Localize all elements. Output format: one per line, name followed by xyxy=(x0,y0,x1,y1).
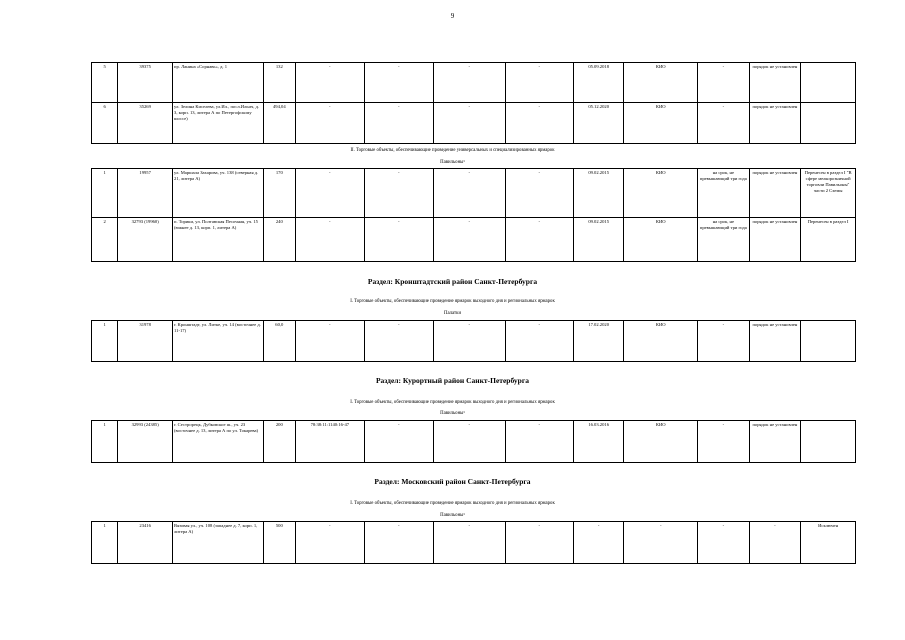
table-cell: - xyxy=(698,522,750,564)
table-cell: 19957 xyxy=(118,169,173,218)
table-cell: - xyxy=(433,321,505,362)
table-cell: 494,04 xyxy=(263,103,296,144)
table-cell: 6 xyxy=(92,103,118,144)
table-cell: 31978 xyxy=(118,321,173,362)
table-cell: Перенесен в раздел I xyxy=(801,218,856,262)
table-cell: 35269 xyxy=(118,103,173,144)
table-cell: КИО xyxy=(624,169,698,218)
table-cell: 78:38:11:1140:16-47 xyxy=(296,421,364,463)
table-cell: - xyxy=(296,63,364,103)
table-cell: 23416 xyxy=(118,522,173,564)
table-cell: - xyxy=(364,218,433,262)
table-cell: на срок, не превышающий три года xyxy=(698,218,750,262)
table-cell: пр. Ланина «Сорнавь», д. 1 xyxy=(173,63,264,103)
table-cell: на срок, не превышающий три года xyxy=(698,169,750,218)
table-cell: - xyxy=(624,522,698,564)
table-cell: - xyxy=(433,103,505,144)
table-cell: КИО xyxy=(624,421,698,463)
page-number: 9 xyxy=(450,12,455,20)
table-cell: - xyxy=(505,169,573,218)
table-cell: 1 xyxy=(92,321,118,362)
table-moskovsky xyxy=(91,521,856,564)
caption-fairs: II. Торговые объекты, обеспечивающие проведение универсальных и специализированных ярмарок xyxy=(350,148,555,153)
table-cell: - xyxy=(505,218,573,262)
caption-pavilions-kurortny: Павильоны¹ xyxy=(440,411,465,416)
table-cell: 60,0 xyxy=(263,321,296,362)
table-cell: КИО xyxy=(624,103,698,144)
section-title-moskovsky: Раздел: Московский район Санкт-Петербурга xyxy=(374,477,531,486)
table-cell: - xyxy=(433,169,505,218)
table-cell: 09.02.2015 xyxy=(573,169,624,218)
table-cell: 39375 xyxy=(118,63,173,103)
table-cell: - xyxy=(364,103,433,144)
table-kronshtadt xyxy=(91,320,856,362)
table-cell: - xyxy=(698,63,750,103)
table-cell: - xyxy=(433,421,505,463)
table-cell: - xyxy=(505,63,573,103)
table-cell xyxy=(801,103,856,144)
table-cell: г. Кронштадт, ул. Литке, уч. 14 (восточнее д. 11-17) xyxy=(173,321,264,362)
table-cell: 500 xyxy=(263,522,296,564)
caption-pavilions: Павильоны¹ xyxy=(440,160,465,165)
table-cell: 132 xyxy=(263,63,296,103)
table-cell: ул. Зелина Киселева, ул.Ил., посл.Ильич, д. 3, корп. 13, литера А по Петергофскому шоссе) xyxy=(173,103,264,144)
table-cell: - xyxy=(296,321,364,362)
table-cell: Вязовая ул., уч. 108 (западнее д. 7, корп. 1, литера А) xyxy=(173,522,264,564)
table-cell: 05.09.2018 xyxy=(573,63,624,103)
caption-fairs-kronshtadt: I. Торговые объекты, обеспечивающие проведение ярмарок выходного дня и региональных ярмарок xyxy=(350,299,555,304)
table-cell: 1 xyxy=(92,169,118,218)
table-cell: - xyxy=(296,522,364,564)
caption-pavilions-moskovsky: Павильоны¹ xyxy=(440,513,465,518)
table-cell: - xyxy=(364,421,433,463)
table-cell: г. Сестрорецк, Дубковское ш., уч. 23 (восточнее д. 13, литера А по ул. Токарева) xyxy=(173,421,264,463)
table-kurortny xyxy=(91,420,856,463)
table-row xyxy=(92,522,856,564)
table-cell: - xyxy=(698,321,750,362)
table-cell: 05.12.2020 xyxy=(573,103,624,144)
caption-fairs-kurortny: I. Торговые объекты, обеспечивающие проведение ярмарок выходного дня и региональных ярмарок xyxy=(350,400,555,405)
table-cell: - xyxy=(573,522,624,564)
table-cell: 1 xyxy=(92,421,118,463)
table-row xyxy=(92,103,856,144)
table-cell: ул. Маршала Захарова, уч. 138 (северная д. 21, литера А) xyxy=(173,169,264,218)
table-cell: порядок не установлен xyxy=(749,321,801,362)
caption-fairs-moskovsky: I. Торговые объекты, обеспечивающие проведение ярмарок выходного дня и региональных ярмарок xyxy=(350,501,555,506)
table-cell: - xyxy=(364,63,433,103)
section-title-kurortny: Раздел: Курортный район Санкт-Петербурга xyxy=(375,376,530,385)
table-cell: порядок не установлен xyxy=(749,103,801,144)
table-cell: - xyxy=(364,169,433,218)
table-cell: - xyxy=(296,218,364,262)
table-cell: 2 xyxy=(92,218,118,262)
table-cell: - xyxy=(505,421,573,463)
table-cell: - xyxy=(364,522,433,564)
table-cell: порядок не установлен xyxy=(749,421,801,463)
table-cell: - xyxy=(296,169,364,218)
table-cell: 09.02.2015 xyxy=(573,218,624,262)
table-cell: 170 xyxy=(263,169,296,218)
table-row xyxy=(92,218,856,262)
table-cell: 240 xyxy=(263,218,296,262)
table-cell xyxy=(801,421,856,463)
table-cell: порядок не установлен xyxy=(749,169,801,218)
table-cell: порядок не установлен xyxy=(749,63,801,103)
table-cell: КИО xyxy=(624,321,698,362)
table-cell: п. Торики, ул. Полтавская Песочная, уч. 15 (южнее д. 13, корп. 1, литера А) xyxy=(173,218,264,262)
table-cell: - xyxy=(364,321,433,362)
table-cell: - xyxy=(433,218,505,262)
table-cell xyxy=(801,63,856,103)
table-cell: - xyxy=(698,103,750,144)
table-cell: 32993 (24385) xyxy=(118,421,173,463)
table-cell: - xyxy=(433,522,505,564)
table-cell: 17.02.2020 xyxy=(573,321,624,362)
table-cell: - xyxy=(505,103,573,144)
table-section-1 xyxy=(91,62,856,144)
table-cell: Перенесен в раздел I "В сфере мелкорозничной торговли Павильоны" части 2 Схемы xyxy=(801,169,856,218)
table-cell: 32793 (19960) xyxy=(118,218,173,262)
table-cell: Исключен xyxy=(801,522,856,564)
table-cell: - xyxy=(296,103,364,144)
section-title-kronshtadt: Раздел: Кронштадтский район Санкт-Петербурга xyxy=(367,277,538,286)
table-row xyxy=(92,63,856,103)
table-cell: 1 xyxy=(92,522,118,564)
table-cell: 200 xyxy=(263,421,296,463)
table-cell: 16.03.2016 xyxy=(573,421,624,463)
table-row xyxy=(92,169,856,218)
table-cell: КИО xyxy=(624,63,698,103)
table-section-2 xyxy=(91,168,856,262)
table-cell: - xyxy=(505,522,573,564)
table-cell: - xyxy=(433,63,505,103)
table-cell xyxy=(801,321,856,362)
table-row xyxy=(92,421,856,463)
table-cell: порядок не установлен xyxy=(749,218,801,262)
table-cell: - xyxy=(698,421,750,463)
table-cell: - xyxy=(505,321,573,362)
table-cell: 5 xyxy=(92,63,118,103)
table-cell: КИО xyxy=(624,218,698,262)
caption-tents: Палатки xyxy=(443,311,462,316)
table-cell: - xyxy=(749,522,801,564)
table-row xyxy=(92,321,856,362)
